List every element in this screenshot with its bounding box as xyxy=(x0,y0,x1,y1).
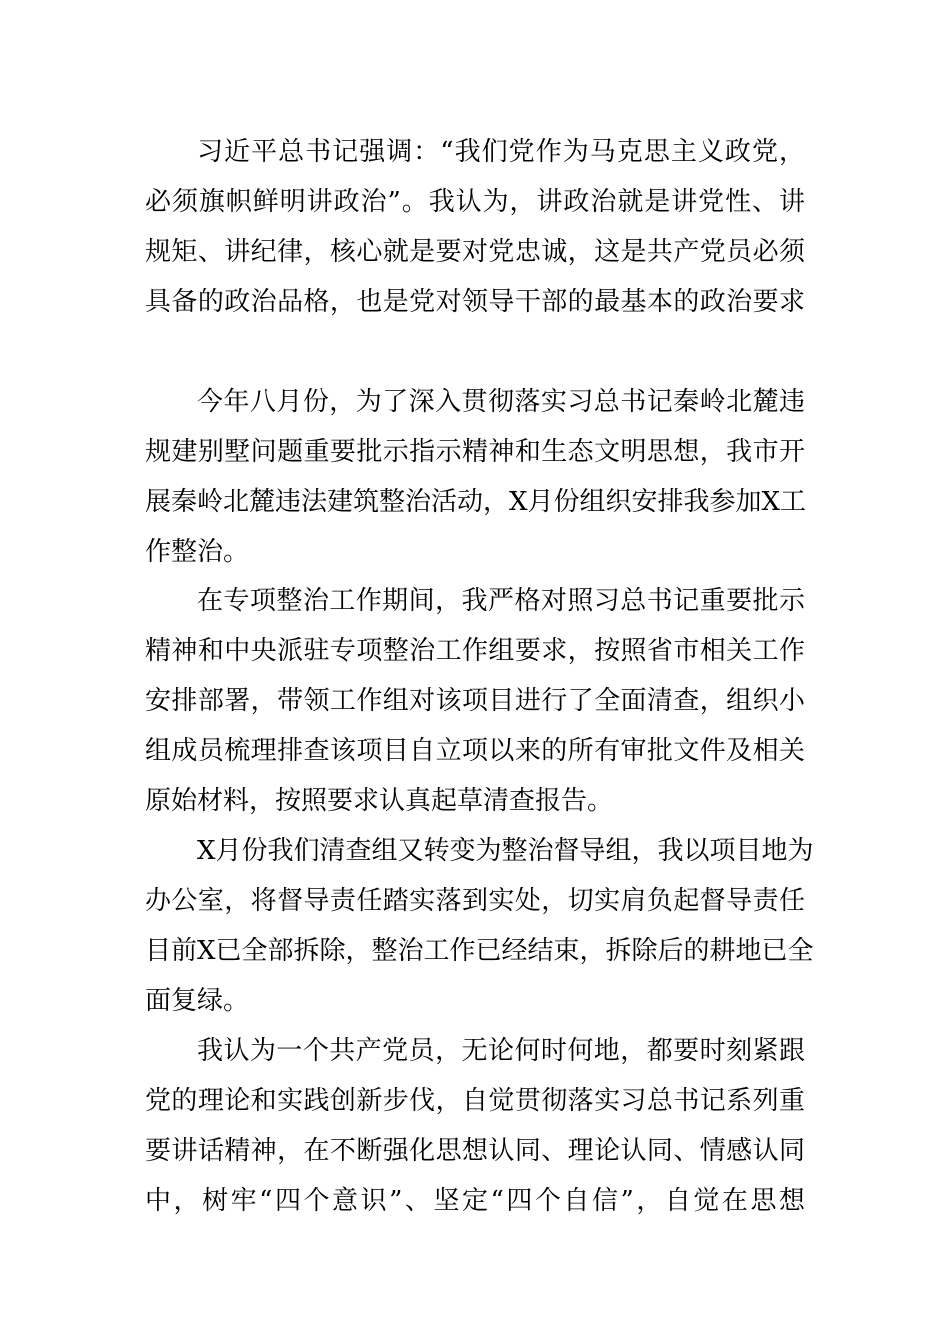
text-line: 作整治。 xyxy=(145,537,250,567)
text-line: 习近平总书记强调：“我们党作为马克思主义政党， xyxy=(197,137,805,167)
text-line: X月份我们清查组又转变为整治督导组，我以项目地为 xyxy=(197,836,814,866)
text-line: 我认为一个共产党员，无论何时何地，都要时刻紧跟 xyxy=(197,1036,805,1066)
text-line: 面复绿。 xyxy=(145,986,250,1016)
text-line: 原始材料，按照要求认真起草清查报告。 xyxy=(145,786,614,816)
text-line: 组成员梳理排查该项目自立项以来的所有审批文件及相关 xyxy=(145,736,805,766)
text-line: 规建别墅问题重要批示指示精神和生态文明思想，我市开 xyxy=(145,437,805,467)
text-line: 展秦岭北麓违法建筑整治活动，X月份组织安排我参加X工 xyxy=(145,487,807,517)
text-line: 在专项整治工作期间，我严格对照习总书记重要批示 xyxy=(197,586,805,616)
text-line: 精神和中央派驻专项整治工作组要求，按照省市相关工作 xyxy=(145,636,805,666)
text-line: 规矩、讲纪律，核心就是要对党忠诚，这是共产党员必须 xyxy=(145,237,805,267)
text-line: 具备的政治品格，也是党对领导干部的最基本的政治要求 xyxy=(145,287,805,317)
text-line: 党的理论和实践创新步伐，自觉贯彻落实习总书记系列重 xyxy=(145,1086,805,1116)
text-line: 今年八月份，为了深入贯彻落实习总书记秦岭北麓违 xyxy=(197,387,805,417)
text-line: 要讲话精神，在不断强化思想认同、理论认同、情感认同 xyxy=(145,1136,805,1166)
text-line: 必须旗帜鲜明讲政治”。我认为，讲政治就是讲党性、讲 xyxy=(145,187,805,217)
text-line: 安排部署，带领工作组对该项目进行了全面清查，组织小 xyxy=(145,686,805,716)
text-line: 目前X已全部拆除，整治工作已经结束，拆除后的耕地已全 xyxy=(145,936,814,966)
text-line: 中，树牢“四个意识”、坚定“四个自信”，自觉在思想 xyxy=(145,1186,805,1216)
text-line: 办公室，将督导责任踏实落到实处，切实肩负起督导责任 xyxy=(145,886,805,916)
